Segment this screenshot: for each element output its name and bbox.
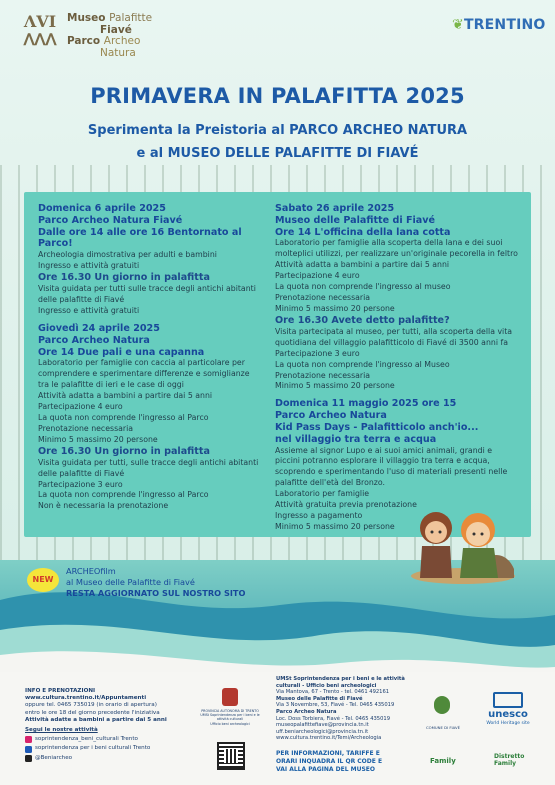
event-heading: Giovedì 24 aprile 2025 xyxy=(38,322,160,334)
event-detail: La quota non comprende l'ingresso al Parco xyxy=(38,490,209,500)
event-heading: Parco Archeo Natura xyxy=(275,410,387,422)
logo-museo: Museo xyxy=(67,12,110,24)
comune-label: COMUNE DI FIAVÉ xyxy=(425,725,461,730)
event-detail: Archeologia dimostrativa per adulti e bambini xyxy=(38,250,217,260)
contact-line: Via 3 Novembre, 53, Fiavé - Tel. 0465 435019 xyxy=(276,702,395,709)
event-detail: molteplici utilizzi, per realizzare un'originale pecorella in feltro xyxy=(275,249,518,259)
event-detail: delle palafitte di Fiavé xyxy=(38,468,125,478)
social-instagram[interactable] xyxy=(25,736,210,743)
event-heading: Ore 14 Due pali e una capanna xyxy=(38,346,205,358)
event-heading: Domenica 11 maggio 2025 ore 15 xyxy=(275,398,457,410)
event-time-title: Ore 16.30 Avete detto palafitte? xyxy=(275,314,450,326)
threads-handle: @Beniarcheo xyxy=(35,754,73,761)
contact-line[interactable]: museopalafittefiave@provincia.tn.it xyxy=(276,722,369,729)
provincia-line-1: PROVINCIA AUTONOMA DI TRENTO xyxy=(201,709,259,713)
event-block xyxy=(38,323,268,446)
footer-contacts xyxy=(276,676,426,742)
event-heading: Dalle ore 14 alle ore 16 Bentornato al Parco! xyxy=(38,226,242,250)
event-detail: palafitte dell'età del Bronzo. xyxy=(275,478,385,488)
qr-line-1: PER INFORMAZIONI, TARIFFE E xyxy=(276,750,380,757)
event-block xyxy=(38,446,268,513)
archeofilm-title: ARCHEOfilm xyxy=(66,566,116,576)
event-heading: nel villaggio tra terra e acqua xyxy=(275,433,437,445)
threads-icon xyxy=(25,755,32,762)
event-detail: Minimo 5 massimo 20 persone xyxy=(38,434,158,444)
qr-code[interactable] xyxy=(217,742,245,770)
event-detail: Prenotazione necessaria xyxy=(38,423,134,433)
archeofilm-location: al Museo delle Palafitte di Fiavé xyxy=(66,577,195,587)
event-detail: Partecipazione 4 euro xyxy=(275,271,360,281)
qr-instructions xyxy=(276,750,426,773)
contact-line: Via Mantova, 67 - Trento - tel. 0461 492161 xyxy=(276,689,390,696)
contact-line: culturali - Ufficio beni archeologici xyxy=(276,682,377,689)
new-badge: NEW xyxy=(27,568,59,592)
event-time-title: Ore 16.30 Un giorno in palafitta xyxy=(38,445,210,457)
contact-line[interactable]: www.cultura.trentino.it/Temi/Archeologia xyxy=(276,735,382,742)
museum-logo[interactable] xyxy=(21,12,191,59)
event-detail: piccini potranno esplorare il villaggio tra terra e acqua, xyxy=(275,456,490,466)
event-detail: La quota non comprende l'ingresso al Museo xyxy=(275,359,450,369)
logo-natura: Natura xyxy=(100,46,136,59)
instagram-handle: soprintendenza_beni_culturali Trento xyxy=(35,736,138,743)
event-detail: Ingresso e attività gratuiti xyxy=(38,261,140,271)
event-heading: Parco Archeo Natura Fiavé xyxy=(38,214,183,226)
event-block xyxy=(275,315,525,393)
event-detail: Ingresso e attività gratuiti xyxy=(38,306,140,316)
trentino-logo[interactable] xyxy=(452,17,546,33)
event-detail: Laboratorio per famiglie xyxy=(275,489,370,499)
event-detail: Prenotazione necessaria xyxy=(275,292,371,302)
family-logo: Family xyxy=(430,757,456,765)
archeofilm-cta: RESTA AGGIORNATO SUL NOSTRO SITO xyxy=(66,588,246,598)
event-block xyxy=(275,203,525,315)
page-title: PRIMAVERA IN PALAFITTA 2025 xyxy=(90,84,465,108)
event-detail: delle palafitte di Fiavé xyxy=(38,295,125,305)
event-detail: Visita guidata per tutti, sulle tracce degli antichi abitanti xyxy=(38,457,259,467)
qr-line-2: ORARI INQUADRA IL QR CODE E xyxy=(276,757,383,765)
social-threads[interactable] xyxy=(25,755,210,762)
info-phone: oppure tel. 0465 735019 (in orario di apertura) xyxy=(25,702,157,709)
subtitle-line-2: e al MUSEO DELLE PALAFITTE DI FIAVÉ xyxy=(136,146,419,161)
info-link[interactable]: www.cultura.trentino.it/Appuntamenti xyxy=(25,695,147,702)
event-detail: Non è necessaria la prenotazione xyxy=(38,501,169,511)
event-heading: Parco Archeo Natura xyxy=(38,334,150,346)
event-detail: Visita guidata per tutti sulle tracce degli antichi abitanti xyxy=(38,284,256,294)
contact-line: Museo delle Palafitte di Fiavé xyxy=(276,695,363,702)
event-heading: Ore 14 L'officina della lana cotta xyxy=(275,226,451,238)
event-detail: comprendere e sperimentare differenze e somiglianze xyxy=(38,369,250,379)
unesco-temple-icon xyxy=(493,692,523,708)
unesco-logo xyxy=(483,692,533,734)
qr-line-3: VAI ALLA PAGINA DEL MUSEO xyxy=(276,765,375,773)
contact-line: Loc. Doss Torbiera, Fiavé - Tel. 0465 435019 xyxy=(276,715,390,722)
event-detail: Ingresso a pagamento xyxy=(275,511,363,520)
event-detail: Partecipazione 3 euro xyxy=(38,479,123,489)
footer-info xyxy=(25,688,210,762)
facebook-icon xyxy=(25,746,32,753)
info-title: INFO E PRENOTAZIONI xyxy=(25,688,96,694)
logo-archeo: Archeo xyxy=(103,35,141,47)
follow-title: Segui le nostre attività xyxy=(25,727,98,734)
event-heading: Museo delle Palafitte di Fiavé xyxy=(275,214,436,226)
trentino-text: TRENTINO xyxy=(463,17,546,33)
event-detail: Laboratorio per famiglie con caccia al particolare per xyxy=(38,358,245,368)
events-column-right xyxy=(275,203,525,533)
event-detail: La quota non comprende l'ingresso al museo xyxy=(275,282,451,292)
provincia-text xyxy=(195,709,265,726)
facebook-handle: soprintendenza per i beni culturali Trento xyxy=(35,745,151,752)
logo-fiave: Fiavé xyxy=(100,23,132,36)
comune-emblem-icon xyxy=(434,696,450,714)
instagram-icon xyxy=(25,736,32,743)
event-heading: Sabato 26 aprile 2025 xyxy=(275,203,395,214)
museum-logo-mark xyxy=(21,13,59,51)
event-detail: Prenotazione necessaria xyxy=(275,370,371,380)
event-detail: Attività gratuita previa prenotazione xyxy=(275,500,417,510)
logo-parco: Parco xyxy=(67,35,104,47)
event-detail: tra le palafitte di ieri e le case di oggi xyxy=(38,380,184,390)
provincia-line-2: UMSt Soprintendenza per i beni e le attività culturali xyxy=(200,713,260,722)
contact-line: Parco Archeo Natura xyxy=(276,708,337,715)
event-detail: scoprendo e sperimentando l'uso di materiali presenti nelle xyxy=(275,467,508,477)
children-illustration xyxy=(408,494,516,584)
leaf-icon: ❦ xyxy=(452,17,464,33)
contact-line: UMSt Soprintendenza per i beni e le attività xyxy=(276,676,405,682)
social-facebook[interactable] xyxy=(25,745,210,752)
distretto-family-logo: Distretto Family xyxy=(494,753,525,767)
event-detail: Attività adatta a bambini a partire dai 5 anni xyxy=(275,260,450,270)
info-kids: Attività adatte a bambini a partire dai 5 anni xyxy=(25,716,167,723)
unesco-text: unesco xyxy=(488,709,528,720)
archeofilm-notice[interactable] xyxy=(66,566,245,599)
event-detail: Laboratorio per famiglie alla scoperta della lana e dei suoi xyxy=(275,238,503,248)
event-detail: La quota non comprende l'ingresso al Parco xyxy=(38,412,209,422)
event-detail: quotidiana del villaggio palafitticolo di Fiavé di 3500 anni fa xyxy=(275,337,508,347)
events-column-left xyxy=(38,203,268,512)
event-detail: Partecipazione 4 euro xyxy=(38,401,123,411)
provincia-emblem-icon xyxy=(222,688,238,706)
event-detail: Attività adatta a bambini a partire dai 5 anni xyxy=(38,391,213,401)
event-detail: Minimo 5 massimo 20 persone xyxy=(275,381,395,391)
event-heading: Domenica 6 aprile 2025 xyxy=(38,203,166,214)
event-detail: Visita partecipata al museo, per tutti, alla scoperta della vita xyxy=(275,326,513,336)
logo-mark-text: ΛVI ᐱᐱᐱ xyxy=(23,12,57,49)
event-detail: Assieme al signor Lupo e ai suoi amici animali, grandi e xyxy=(275,445,493,455)
info-deadline: entro le ore 18 del giorno precedente l'iniziativa xyxy=(25,709,160,716)
event-detail: Minimo 5 massimo 20 persone xyxy=(275,521,395,531)
contact-line[interactable]: uff.beniarcheologici@provincia.tn.it xyxy=(276,728,369,735)
provincia-line-3: Ufficio beni archeologici xyxy=(210,721,250,726)
event-block xyxy=(38,272,268,317)
event-detail: Partecipazione 3 euro xyxy=(275,348,360,358)
event-time-title: Ore 16.30 Un giorno in palafitta xyxy=(38,272,210,283)
logo-palafitte: Palafitte xyxy=(109,12,153,24)
subtitle-line-1: Sperimenta la Preistoria al PARCO ARCHEO NATURA xyxy=(87,123,468,138)
event-block xyxy=(38,203,268,272)
event-heading: Kid Pass Days - Palafitticolo anch'io... xyxy=(275,421,479,433)
event-detail: Minimo 5 massimo 20 persone xyxy=(275,303,395,313)
unesco-subtext: World Heritage site xyxy=(486,721,530,726)
